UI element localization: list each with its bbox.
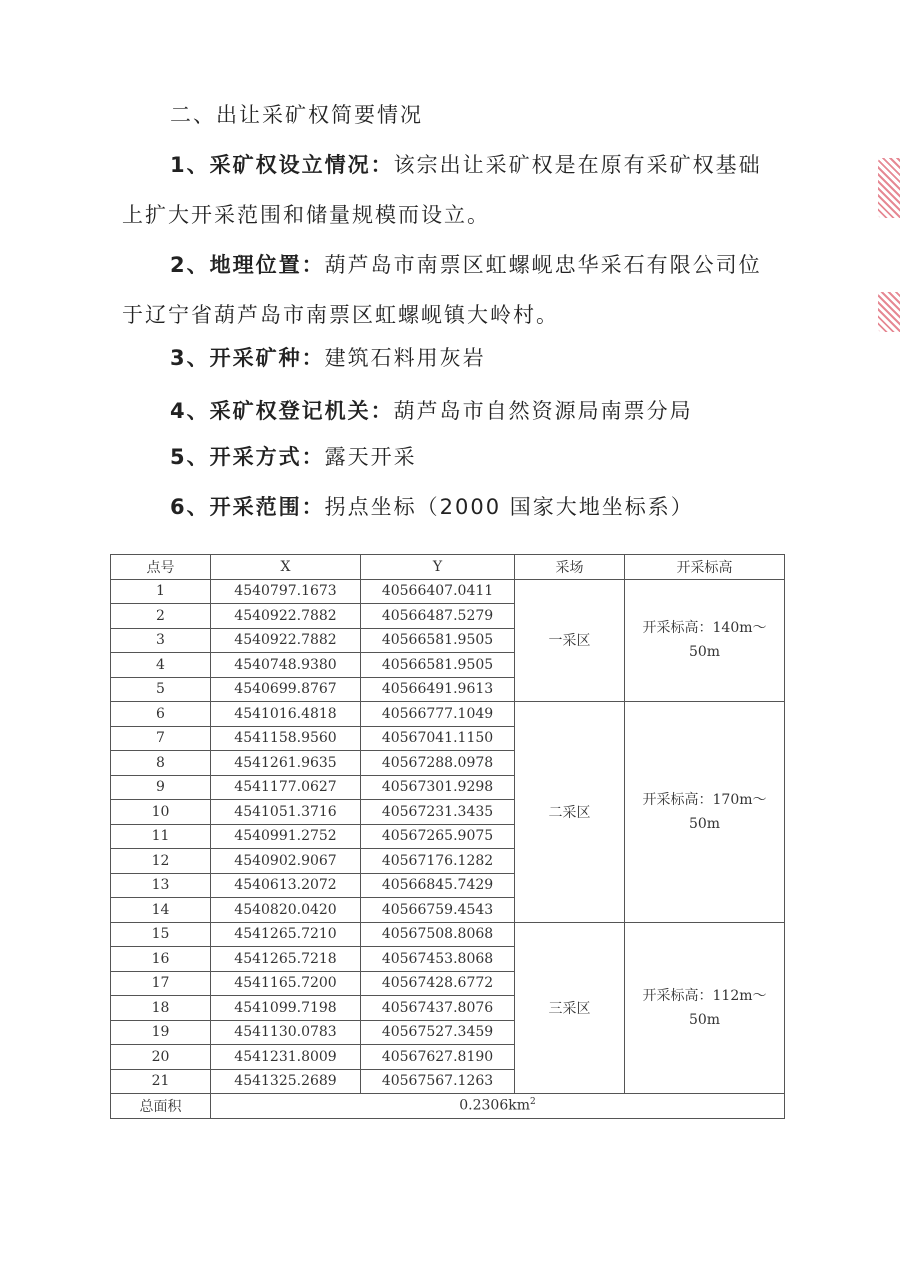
total-area-value bbox=[211, 1094, 785, 1119]
item-method bbox=[122, 432, 782, 482]
y-coordinate-cell: 40567265.9075 bbox=[361, 824, 515, 849]
item-authority bbox=[122, 386, 782, 436]
x-coordinate-cell: 4540748.9380 bbox=[211, 653, 361, 678]
point-no-cell: 1 bbox=[111, 579, 211, 604]
y-coordinate-cell: 40567437.8076 bbox=[361, 996, 515, 1021]
x-coordinate-cell: 4541261.9635 bbox=[211, 751, 361, 776]
point-no-cell: 14 bbox=[111, 898, 211, 923]
y-coordinate-cell: 40566777.1049 bbox=[361, 702, 515, 727]
y-coordinate-cell: 40567041.1150 bbox=[361, 726, 515, 751]
x-coordinate-cell: 4540902.9067 bbox=[211, 849, 361, 874]
x-coordinate-cell: 4541231.8009 bbox=[211, 1045, 361, 1070]
point-no-cell: 11 bbox=[111, 824, 211, 849]
coordinates-table bbox=[110, 554, 785, 1119]
point-no-cell: 3 bbox=[111, 628, 211, 653]
x-coordinate-cell: 4541099.7198 bbox=[211, 996, 361, 1021]
point-no-cell: 20 bbox=[111, 1045, 211, 1070]
y-coordinate-cell: 40566759.4543 bbox=[361, 898, 515, 923]
point-no-cell: 10 bbox=[111, 800, 211, 825]
seal-stamp-fragment bbox=[878, 158, 900, 218]
point-no-cell: 4 bbox=[111, 653, 211, 678]
point-no-cell: 17 bbox=[111, 971, 211, 996]
x-coordinate-cell: 4541165.7200 bbox=[211, 971, 361, 996]
seal-stamp-fragment bbox=[878, 292, 900, 332]
item-location bbox=[122, 240, 782, 340]
header-elevation: 开采标高 bbox=[625, 555, 785, 580]
item-label: 6、开采范围： bbox=[170, 495, 325, 519]
x-coordinate-cell: 4541177.0627 bbox=[211, 775, 361, 800]
x-coordinate-cell: 4541051.3716 bbox=[211, 800, 361, 825]
x-coordinate-cell: 4541265.7218 bbox=[211, 947, 361, 972]
item-label: 2、地理位置： bbox=[170, 253, 325, 277]
header-point-no: 点号 bbox=[111, 555, 211, 580]
table-header-row bbox=[111, 555, 785, 580]
elevation-text: 开采标高：170m～50m bbox=[642, 791, 767, 832]
elevation-cell bbox=[625, 922, 785, 1094]
y-coordinate-cell: 40567527.3459 bbox=[361, 1020, 515, 1045]
point-no-cell: 16 bbox=[111, 947, 211, 972]
y-coordinate-cell: 40566581.9505 bbox=[361, 653, 515, 678]
y-coordinate-cell: 40567428.6772 bbox=[361, 971, 515, 996]
section-heading: 二、出让采矿权简要情况 bbox=[170, 103, 423, 127]
point-no-cell: 2 bbox=[111, 604, 211, 629]
total-area-row bbox=[111, 1094, 785, 1119]
x-coordinate-cell: 4540797.1673 bbox=[211, 579, 361, 604]
item-range bbox=[122, 482, 782, 532]
point-no-cell: 15 bbox=[111, 922, 211, 947]
y-coordinate-cell: 40567627.8190 bbox=[361, 1045, 515, 1070]
point-no-cell: 19 bbox=[111, 1020, 211, 1045]
x-coordinate-cell: 4540991.2752 bbox=[211, 824, 361, 849]
item-text: 葫芦岛市南票区虹螺岘忠华采石有限公司位于辽宁省葫芦岛市南票区虹螺岘镇大岭村。 bbox=[122, 253, 762, 327]
point-no-cell: 7 bbox=[111, 726, 211, 751]
item-text: 拐点坐标（2000 国家大地坐标系） bbox=[324, 495, 694, 519]
y-coordinate-cell: 40567288.0978 bbox=[361, 751, 515, 776]
y-coordinate-cell: 40567301.9298 bbox=[361, 775, 515, 800]
item-text: 该宗出让采矿权是在原有采矿权基础上扩大开采范围和储量规模而设立。 bbox=[122, 153, 762, 227]
y-coordinate-cell: 40566491.9613 bbox=[361, 677, 515, 702]
item-mineral bbox=[122, 333, 782, 383]
x-coordinate-cell: 4541158.9560 bbox=[211, 726, 361, 751]
elevation-cell bbox=[625, 579, 785, 702]
item-establishment bbox=[122, 140, 782, 240]
y-coordinate-cell: 40567231.3435 bbox=[361, 800, 515, 825]
y-coordinate-cell: 40567176.1282 bbox=[361, 849, 515, 874]
header-site: 采场 bbox=[515, 555, 625, 580]
item-text: 建筑石料用灰岩 bbox=[324, 346, 486, 370]
elevation-text: 开采标高：112m～50m bbox=[642, 987, 767, 1028]
point-no-cell: 21 bbox=[111, 1069, 211, 1094]
x-coordinate-cell: 4540613.2072 bbox=[211, 873, 361, 898]
x-coordinate-cell: 4541016.4818 bbox=[211, 702, 361, 727]
x-coordinate-cell: 4541265.7210 bbox=[211, 922, 361, 947]
table-row bbox=[111, 579, 785, 604]
item-text: 葫芦岛市自然资源局南票分局 bbox=[393, 399, 693, 423]
point-no-cell: 8 bbox=[111, 751, 211, 776]
header-y: Y bbox=[361, 555, 515, 580]
y-coordinate-cell: 40567508.8068 bbox=[361, 922, 515, 947]
x-coordinate-cell: 4540922.7882 bbox=[211, 628, 361, 653]
item-label: 4、采矿权登记机关： bbox=[170, 399, 394, 423]
y-coordinate-cell: 40567567.1263 bbox=[361, 1069, 515, 1094]
mining-site-cell: 三采区 bbox=[515, 922, 625, 1094]
y-coordinate-cell: 40566581.9505 bbox=[361, 628, 515, 653]
x-coordinate-cell: 4540922.7882 bbox=[211, 604, 361, 629]
elevation-text: 开采标高：140m～50m bbox=[642, 620, 767, 661]
total-area-number: 0.2306km bbox=[459, 1098, 530, 1115]
item-label: 3、开采矿种： bbox=[170, 346, 325, 370]
y-coordinate-cell: 40567453.8068 bbox=[361, 947, 515, 972]
y-coordinate-cell: 40566407.0411 bbox=[361, 579, 515, 604]
item-text: 露天开采 bbox=[324, 445, 417, 469]
table-row bbox=[111, 922, 785, 947]
point-no-cell: 13 bbox=[111, 873, 211, 898]
point-no-cell: 12 bbox=[111, 849, 211, 874]
mining-site-cell: 二采区 bbox=[515, 702, 625, 923]
x-coordinate-cell: 4541325.2689 bbox=[211, 1069, 361, 1094]
total-area-label: 总面积 bbox=[111, 1094, 211, 1119]
table-row bbox=[111, 702, 785, 727]
x-coordinate-cell: 4541130.0783 bbox=[211, 1020, 361, 1045]
item-label: 5、开采方式： bbox=[170, 445, 325, 469]
point-no-cell: 18 bbox=[111, 996, 211, 1021]
mining-site-cell: 一采区 bbox=[515, 579, 625, 702]
x-coordinate-cell: 4540820.0420 bbox=[211, 898, 361, 923]
header-x: X bbox=[211, 555, 361, 580]
point-no-cell: 9 bbox=[111, 775, 211, 800]
item-label: 1、采矿权设立情况： bbox=[170, 153, 394, 177]
point-no-cell: 5 bbox=[111, 677, 211, 702]
total-area-unit-power: 2 bbox=[530, 1097, 536, 1108]
y-coordinate-cell: 40566487.5279 bbox=[361, 604, 515, 629]
y-coordinate-cell: 40566845.7429 bbox=[361, 873, 515, 898]
elevation-cell bbox=[625, 702, 785, 923]
x-coordinate-cell: 4540699.8767 bbox=[211, 677, 361, 702]
point-no-cell: 6 bbox=[111, 702, 211, 727]
